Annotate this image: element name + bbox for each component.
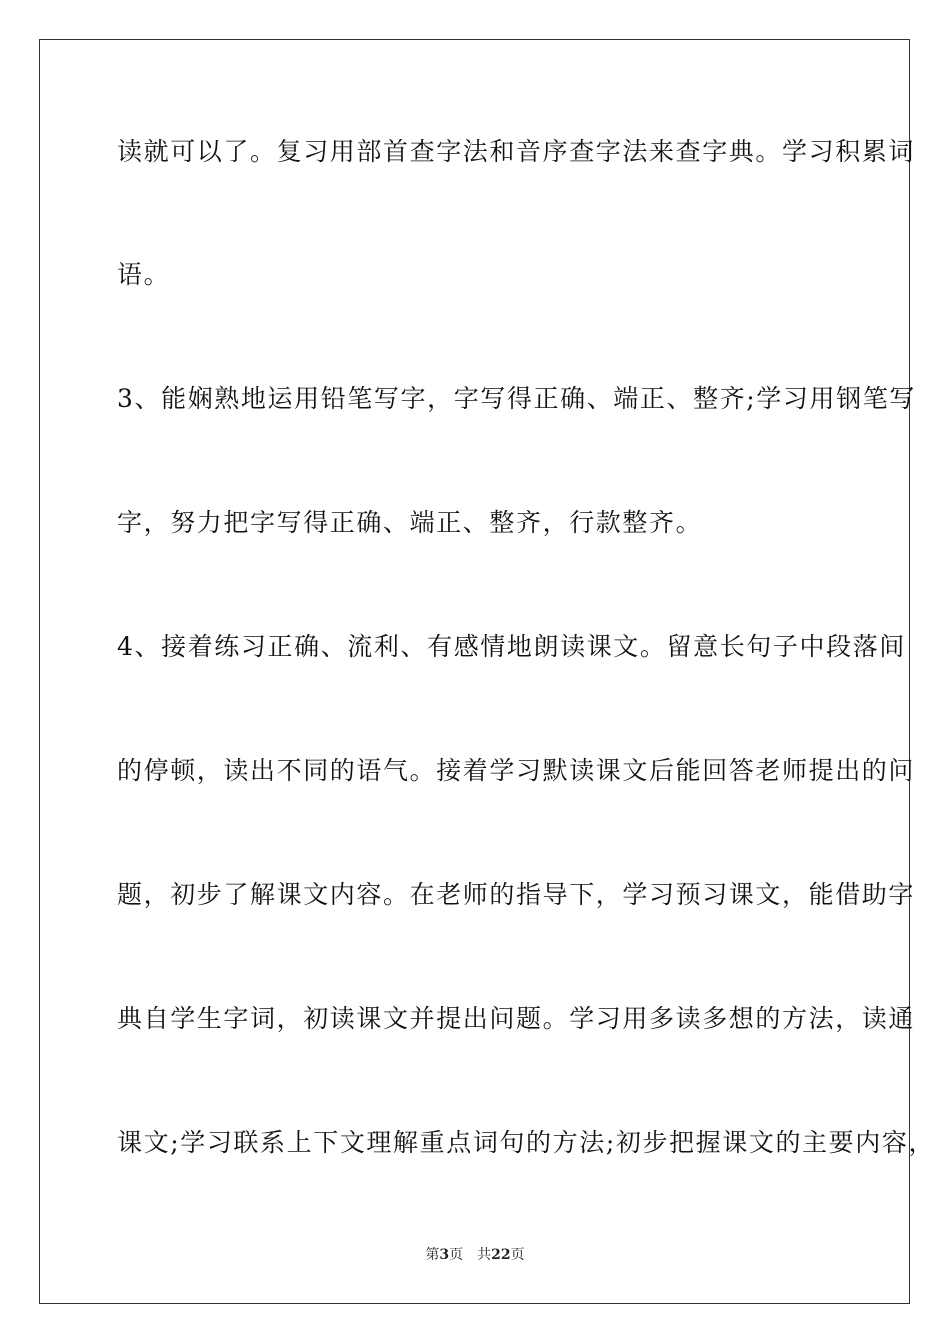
total-page-count: 22 [491, 1247, 511, 1263]
page-prefix: 第 [425, 1247, 440, 1263]
text-line-3: 3、能娴熟地运用铅笔写字，字写得正确、端正、整齐;学习用钢笔写 [117, 384, 916, 413]
page-footer [0, 1246, 950, 1264]
text-line-7: 题，初步了解课文内容。在老师的指导下，学习预习课文，能借助字 [117, 880, 916, 909]
text-line-8: 典自学生字词，初读课文并提出问题。学习用多读多想的方法，读通 [117, 1004, 916, 1033]
text-line-9: 课文;学习联系上下文理解重点词句的方法;初步把握课文的主要内容， [117, 1128, 936, 1157]
text-line-5: 4、接着练习正确、流利、有感情地朗读课文。留意长句子中段落间 [117, 632, 906, 661]
text-line-1: 读就可以了。复习用部首查字法和音序查字法来查字典。学习积累词 [117, 137, 916, 166]
total-prefix: 共 [477, 1247, 492, 1263]
text-line-2: 语。 [117, 260, 171, 289]
page-unit: 页 [449, 1247, 464, 1263]
text-line-6: 的停顿，读出不同的语气。接着学习默读课文后能回答老师提出的问 [117, 756, 916, 785]
text-line-4: 字，努力把字写得正确、端正、整齐，行款整齐。 [117, 508, 703, 537]
page-border [39, 39, 910, 1304]
current-page-number: 3 [439, 1247, 450, 1263]
total-unit: 页 [510, 1247, 525, 1263]
